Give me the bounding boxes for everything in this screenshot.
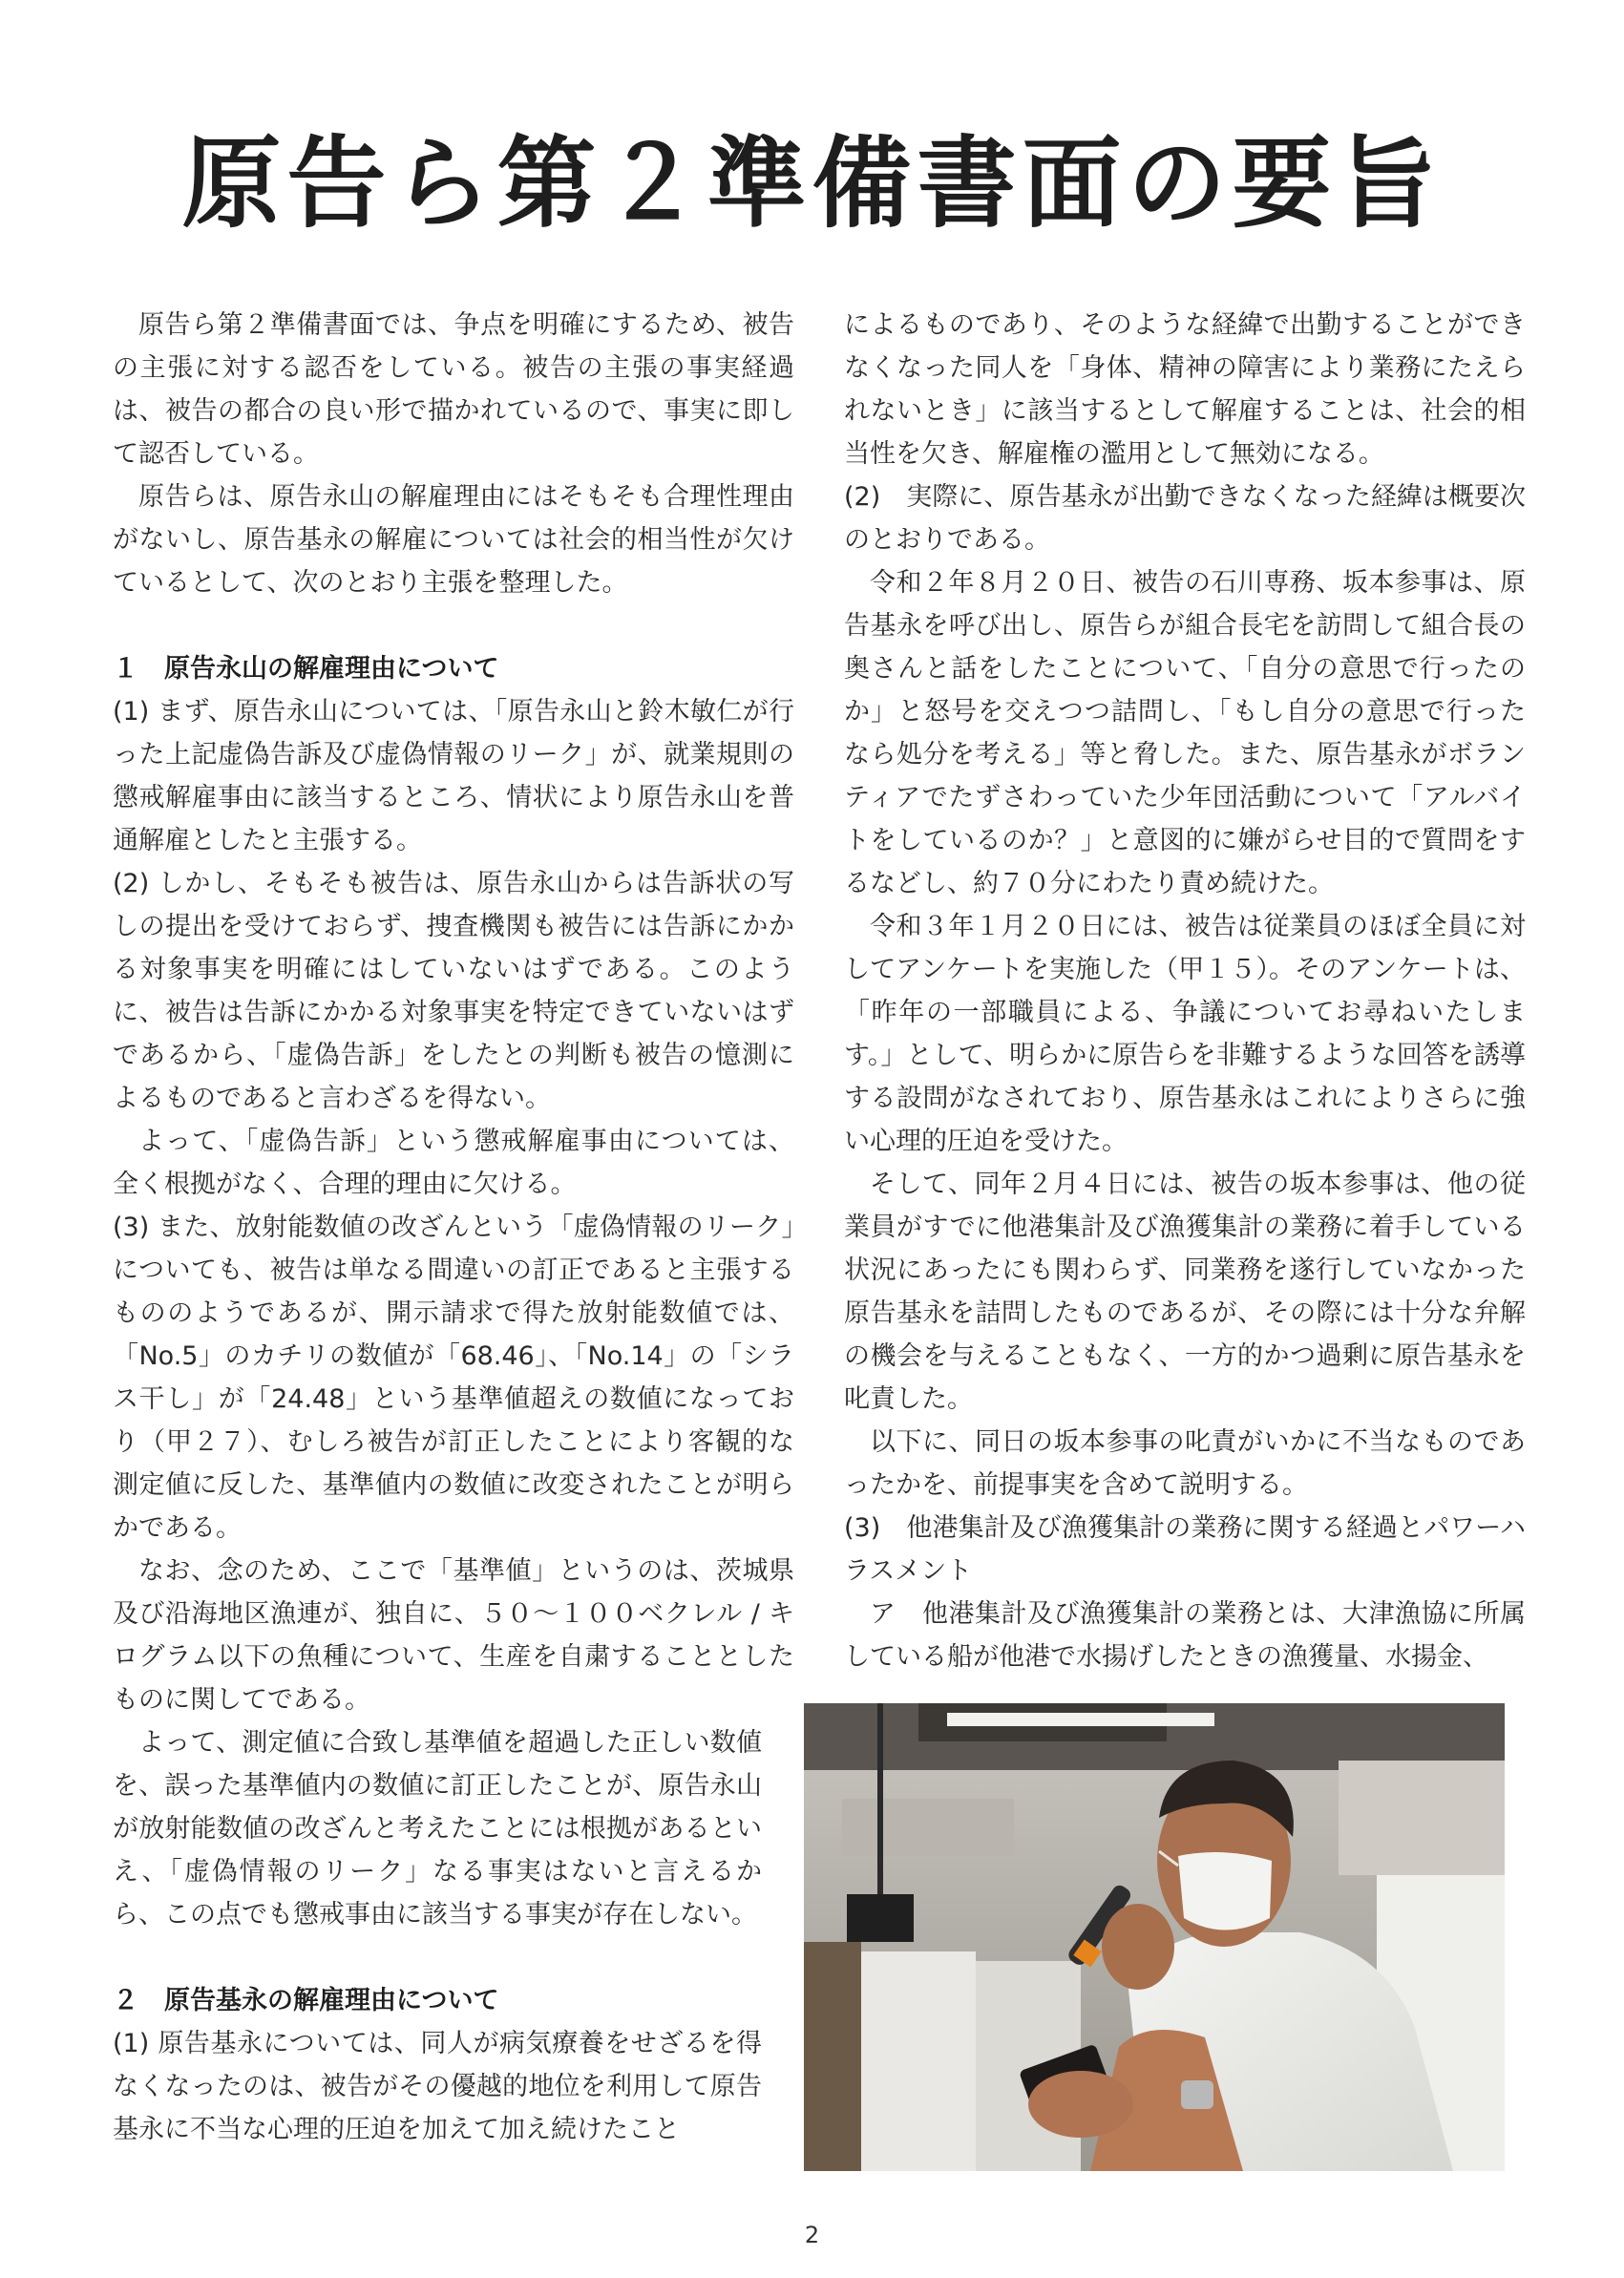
right-column bbox=[844, 304, 1526, 1678]
left-section-heading-11: ２ 原告基永の解雇理由について bbox=[113, 1986, 499, 2015]
left-paragraph-4: (1) まず、原告永山については、「原告永山と鈴木敏仁が行った上記虚偽告訴及び虚偽情報のリーク」が、就業規則の懲戒解雇事由に該当するところ、情状により原告永山を普通解雇としたと主張する。 bbox=[113, 697, 794, 855]
left-paragraph-8: なお、念のため、ここで「基準値」というのは、茨城県及び沿海地区漁連が、独自に、５０～１００ベクレル / キログラム以下の魚種について、生産を自粛することとしたものに関してである。 bbox=[113, 1556, 794, 1715]
left-paragraph-7: (3) また、放射能数値の改ざんという「虚偽情報のリーク」についても、被告は単なる間違いの訂正であると主張するもののようであるが、開示請求で得た放射能数値では、「No.5」のカチリの数値が「68.46」、「No.14」の「シラス干し」が「24.48」という基準値超えの数値になっており（甲２７）、むしろ被告が訂正したことにより客観的な測定値に反した、基準値内の数値に改変されたことが明らかである。 bbox=[113, 1213, 794, 1543]
left-spacer-10 bbox=[113, 1936, 794, 1979]
left-paragraph-6: よって、「虚偽告訴」という懲戒解雇事由については、全く根拠がなく、合理的理由に欠ける。 bbox=[113, 1127, 794, 1199]
left-paragraph-9: よって、測定値に合致し基準値を超過した正しい数値を、誤った基準値内の数値に訂正したことが、原告永山が放射能数値の改ざんと考えたことには根拠があるといえ、「虚偽情報のリーク」なる事実はないと言えるから、この点でも懲戒事由に該当する事実が存在しない。 bbox=[113, 1728, 762, 1930]
left-paragraph-1: 原告らは、原告永山の解雇理由にはそもそも合理性理由がないし、原告基永の解雇については社会的相当性が欠けているとして、次のとおり主張を整理した。 bbox=[113, 482, 794, 598]
right-paragraph-4: そして、同年２月４日には、被告の坂本参事は、他の従業員がすでに他港集計及び漁獲集計の業務に着手している状況にあったにも関わらず、同業務を遂行していなかった原告基永を詰問したものであるが、その際には十分な弁解の機会を与えることもなく、一方的かつ過剰に原告基永を叱責した。 bbox=[844, 1170, 1526, 1414]
speaker-photo bbox=[804, 1703, 1505, 2171]
left-section-heading-3: １ 原告永山の解雇理由について bbox=[113, 654, 499, 684]
left-paragraph-0: 原告ら第２準備書面では、争点を明確にするため、被告の主張に対する認否をしている。被告の主張の事実経過は、被告の都合の良い形で描かれているので、事実に即して認否している。 bbox=[113, 310, 794, 469]
left-paragraph-5: (2) しかし、そもそも被告は、原告永山からは告訴状の写しの提出を受けておらず、捜査機関も被告には告訴にかかる対象事実を明確にはしていないはずである。このように、被告は告訴にかかる対象事実を特定できていないはずであるから、「虚偽告訴」をしたとの判断も被告の憶測によるものであると言わざるを得ない。 bbox=[113, 869, 794, 1113]
photo-image bbox=[804, 1703, 1505, 2171]
right-paragraph-6: (3) 他港集計及び漁獲集計の業務に関する経過とパワーハラスメント bbox=[844, 1513, 1526, 1586]
right-paragraph-2: 令和２年８月２０日、被告の石川専務、坂本参事は、原告基永を呼び出し、原告らが組合長宅を訪問して組合長の奥さんと話をしたことについて、「自分の意思で行ったのか」と怒号を交えつつ詰問し、「もし自分の意思で行ったなら処分を考える」等と脅した。また、原告基永がボランティアでたずさわっていた少年団活動について「アルバイトをしているのか？」と意図的に嫌がらせ目的で質問をするなどし、約７０分にわたり責め続けた。 bbox=[844, 568, 1526, 898]
right-paragraph-1: (2) 実際に、原告基永が出勤できなくなった経緯は概要次のとおりである。 bbox=[844, 482, 1526, 555]
right-paragraph-5: 以下に、同日の坂本参事の叱責がいかに不当なものであったかを、前提事実を含めて説明する。 bbox=[844, 1427, 1526, 1500]
page-number: 2 bbox=[804, 2222, 820, 2248]
right-paragraph-0: によるものであり、そのような経緯で出勤することができなくなった同人を「身体、精神の障害により業務にたえられないとき」に該当するとして解雇することは、社会的相当性を欠き、解雇権の濫用として無効になる。 bbox=[844, 310, 1526, 469]
left-paragraph-12: (1) 原告基永については、同人が病気療養をせざるを得なくなったのは、被告がその優越的地位を利用して原告基永に不当な心理的圧迫を加えて加え続けたこと bbox=[113, 2029, 762, 2144]
page-title: 原告ら第２準備書面の要旨 bbox=[181, 125, 1443, 242]
left-spacer-2 bbox=[113, 604, 794, 647]
left-column bbox=[113, 304, 794, 2151]
right-paragraph-7: ア 他港集計及び漁獲集計の業務とは、大津漁協に所属している船が他港で水揚げしたときの漁獲量、水揚金、 bbox=[844, 1599, 1526, 1672]
right-paragraph-3: 令和３年１月２０日には、被告は従業員のほぼ全員に対してアンケートを実施した（甲１５）。そのアンケートは、「昨年の一部職員による、争議についてお尋ねいたします。」として、明らかに原告らを非難するような回答を誘導する設問がなされており、原告基永はこれによりさらに強い心理的圧迫を受けた。 bbox=[844, 912, 1526, 1156]
